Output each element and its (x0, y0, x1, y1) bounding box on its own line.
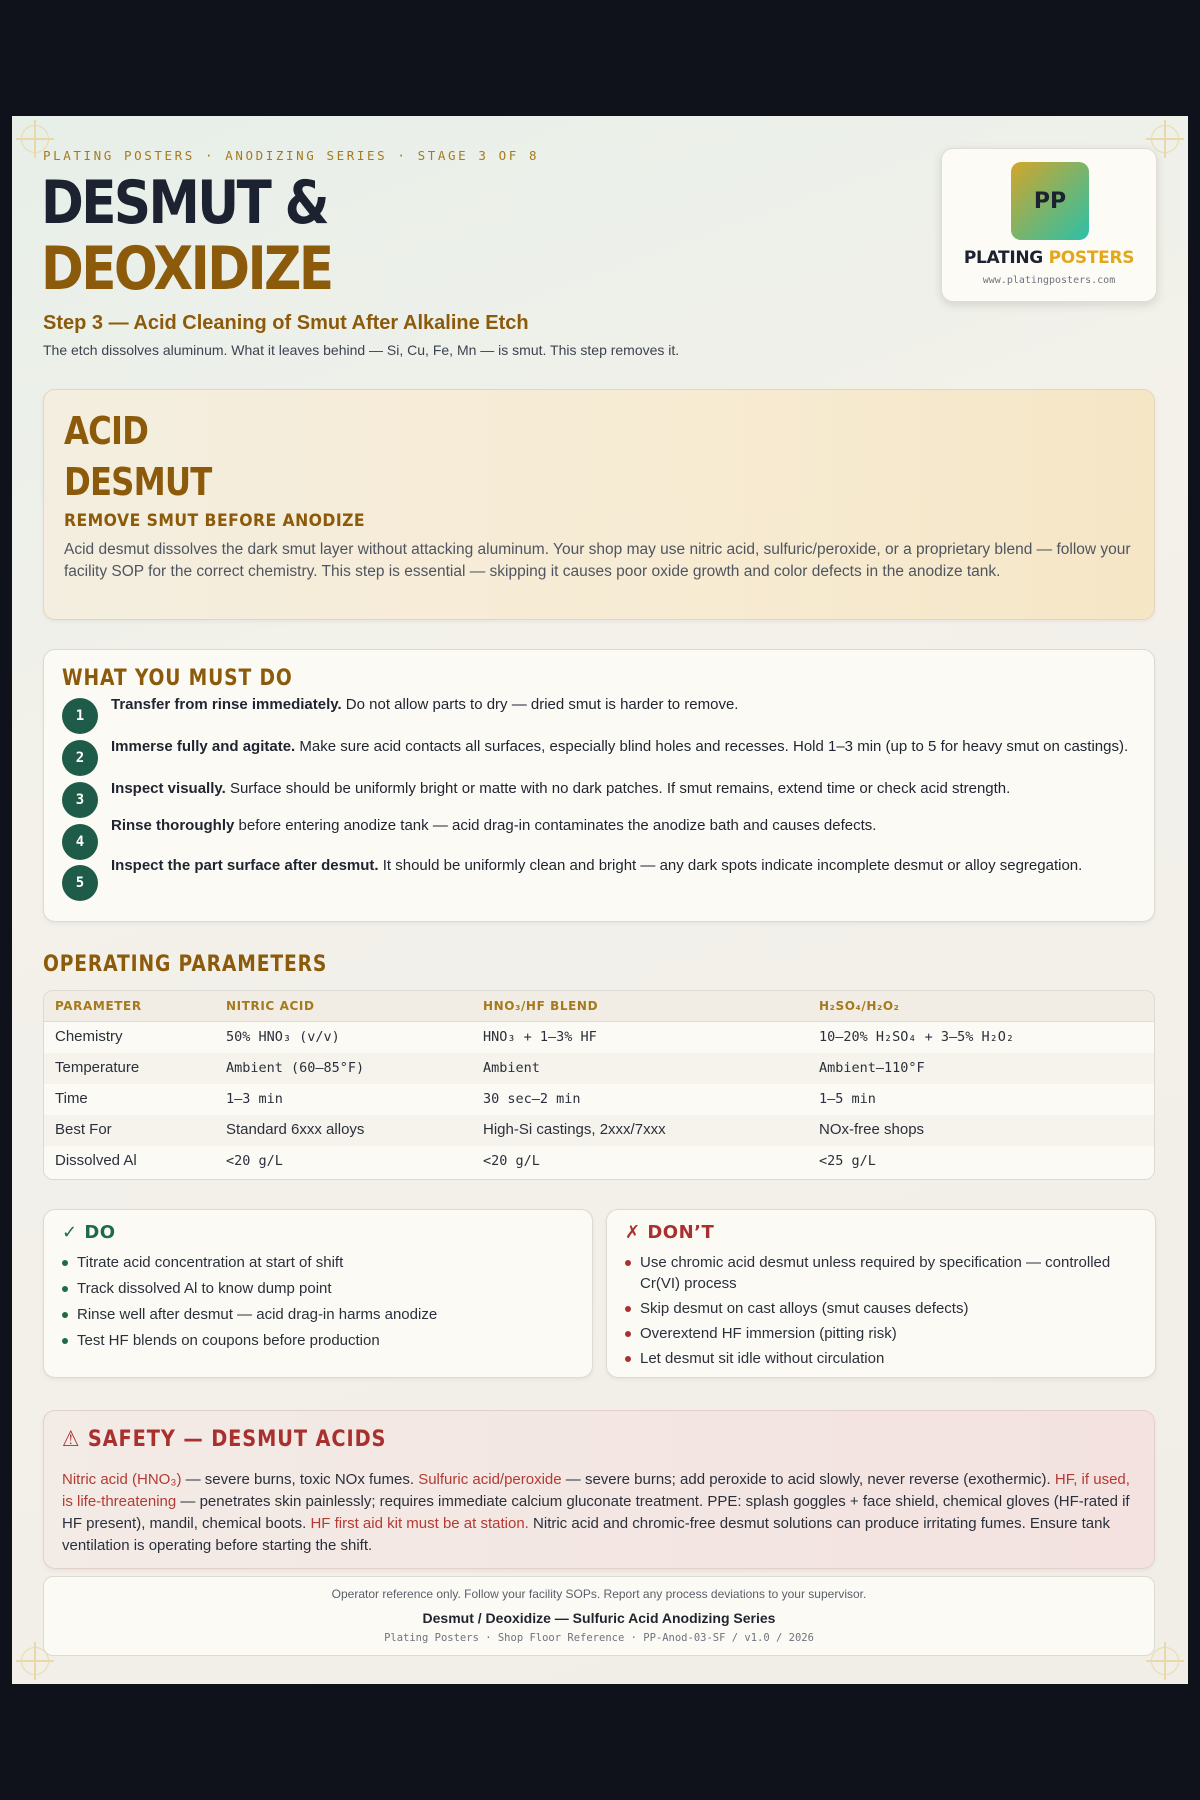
step-body: before entering anodize tank — acid drag-in contaminates the anodize bath and causes defects. (234, 817, 877, 834)
step-number: 4 (62, 824, 98, 860)
step-number: 5 (62, 865, 98, 901)
table-row (44, 1084, 1154, 1115)
dont-card (606, 1209, 1156, 1378)
table-cell: 1–3 min (226, 1091, 283, 1107)
do-heading: ✓ DO (62, 1222, 116, 1243)
step-bold: Transfer from rinse immediately. (111, 696, 342, 713)
step-number: 3 (62, 782, 98, 818)
list-item: Titrate acid concentration at start of shift (62, 1252, 572, 1273)
table-cell: HNO₃ + 1–3% HF (483, 1029, 597, 1045)
step-body: Do not allow parts to dry — dried smut is harder to remove. (341, 696, 739, 713)
safety-warning: HF, if used, is life-threatening (62, 1471, 1130, 1510)
table-cell: Ambient (60–85°F) (226, 1060, 365, 1076)
intro-text: The etch dissolves aluminum. What it leaves behind — Si, Cu, Fe, Mn — is smut. This step removes it. (43, 342, 680, 358)
table-row (44, 1053, 1154, 1084)
footer-reference: Plating Posters · Shop Floor Reference · PP-Anod-03-SF / v1.0 / 2026 (384, 1632, 814, 1644)
safety-body: — severe burns; add peroxide to acid slowly, never reverse (exothermic). (561, 1471, 1055, 1488)
step-number: 2 (62, 740, 98, 776)
acid-desmut-panel (43, 389, 1155, 620)
table-cell: <20 g/L (226, 1153, 283, 1169)
table-row (44, 1115, 1154, 1146)
footer-disclaimer: Operator reference only. Follow your facility SOPs. Report any process deviations to your supervisor. (331, 1587, 867, 1601)
safety-warning: HF first aid kit must be at station. (310, 1515, 529, 1532)
table-cell: 1–5 min (819, 1091, 876, 1107)
parameters-table (43, 990, 1155, 1180)
do-list (62, 1252, 572, 1356)
safety-heading: ⚠ SAFETY — DESMUT ACIDS (62, 1427, 387, 1452)
table-cell: 50% HNO₃ (v/v) (226, 1029, 340, 1045)
step-body: Surface should be uniformly bright or matte with no dark patches. If smut remains, extend time or check acid strength. (225, 780, 1011, 797)
table-cell: Dissolved Al (55, 1152, 137, 1169)
logo-badge: PP (1011, 162, 1089, 240)
table-cell: Ambient (483, 1060, 540, 1076)
list-item: Overextend HF immersion (pitting risk) (625, 1323, 1135, 1344)
title-line-2: DEOXIDIZE (41, 234, 332, 304)
do-card (43, 1209, 593, 1378)
safety-warning: Sulfuric acid/peroxide (418, 1471, 562, 1488)
table-cell: Standard 6xxx alloys (226, 1121, 365, 1138)
safety-body: Nitric acid and chromic-free desmut solutions can produce irritating fumes. Ensure tank ventilation is operating before starting the shift. (62, 1515, 1110, 1554)
parameters-heading: OPERATING PARAMETERS (43, 952, 328, 977)
must-do-heading: WHAT YOU MUST DO (62, 666, 293, 691)
acid-panel-title (64, 406, 211, 508)
footer (43, 1576, 1155, 1656)
brand-name-b: POSTERS (1048, 248, 1135, 268)
step-bold: Inspect the part surface after desmut. (111, 857, 379, 874)
list-item: Skip desmut on cast alloys (smut causes defects) (625, 1298, 1135, 1319)
step-text (111, 737, 1141, 756)
poster (12, 116, 1188, 1684)
table-cell: Temperature (55, 1059, 140, 1076)
crosshair-icon (1151, 125, 1179, 153)
table-cell: Ambient–110°F (819, 1060, 925, 1076)
page-subtitle: Step 3 — Acid Cleaning of Smut After Alkaline Etch (43, 312, 529, 334)
dont-list (625, 1252, 1135, 1373)
step-bold: Rinse thoroughly (111, 817, 235, 834)
brand-name (942, 248, 1156, 268)
step-text (111, 695, 1141, 714)
table-cell: Time (55, 1090, 88, 1107)
crosshair-icon (1151, 1647, 1179, 1675)
column-header: NITRIC ACID (226, 999, 315, 1013)
list-item: Let desmut sit idle without circulation (625, 1348, 1135, 1369)
must-do-card (43, 649, 1155, 922)
table-row (44, 1022, 1154, 1053)
step-body: It should be uniformly clean and bright — any dark spots indicate incomplete desmut or alloy segregation. (378, 857, 1083, 874)
brand-url: www.platingposters.com (982, 275, 1116, 286)
table-cell: High-Si castings, 2xxx/7xxx (483, 1121, 666, 1138)
acid-title-line-1: ACID (64, 409, 149, 453)
list-item: Use chromic acid desmut unless required by specification — controlled Cr(VI) process (625, 1252, 1135, 1294)
step-bold: Immerse fully and agitate. (111, 738, 296, 755)
safety-panel (43, 1410, 1155, 1569)
acid-title-line-2: DESMUT (64, 460, 212, 504)
list-item: Track dissolved Al to know dump point (62, 1278, 572, 1299)
list-item: Test HF blends on coupons before production (62, 1330, 572, 1351)
safety-warning: Nitric acid (HNO₃) (62, 1471, 182, 1488)
step-bold: Inspect visually. (111, 780, 226, 797)
table-header-row (44, 991, 1154, 1022)
step-text (111, 856, 1141, 875)
table-cell: 30 sec–2 min (483, 1091, 581, 1107)
table-cell: 10–20% H₂SO₄ + 3–5% H₂O₂ (819, 1029, 1015, 1045)
page-title (41, 170, 332, 302)
safety-body: — severe burns, toxic NOx fumes. (181, 1471, 419, 1488)
acid-panel-subtitle: REMOVE SMUT BEFORE ANODIZE (64, 511, 366, 531)
list-item: Rinse well after desmut — acid drag-in harms anodize (62, 1304, 572, 1325)
table-cell: NOx-free shops (819, 1121, 925, 1138)
safety-body: — penetrates skin painlessly; requires immediate calcium gluconate treatment. PPE: splash goggles + face shield, chemical gloves (HF-rated if HF present), mandil, chemical boots. (62, 1493, 1130, 1532)
table-cell: <20 g/L (483, 1153, 540, 1169)
table-cell: <25 g/L (819, 1153, 876, 1169)
column-header: HNO₃/HF BLEND (483, 999, 599, 1013)
acid-panel-text: Acid desmut dissolves the dark smut layer without attacking aluminum. Your shop may use nitric acid, sulfuric/peroxide, or a proprietary blend — follow your facility SOP for the correct chemistry. This step is essential — skipping it causes poor oxide growth and color defects in the anodize tank. (64, 541, 1131, 580)
safety-text (62, 1469, 1142, 1557)
title-line-1: DESMUT & (41, 168, 328, 238)
series-eyebrow: PLATING POSTERS · ANODIZING SERIES · STAGE 3 OF 8 (43, 148, 540, 163)
step-body: Make sure acid contacts all surfaces, especially blind holes and recesses. Hold 1–3 min (up to 5 for heavy smut on castings). (295, 738, 1129, 755)
dont-heading: ✗ DON’T (625, 1222, 715, 1243)
step-text (111, 779, 1141, 798)
footer-title: Desmut / Deoxidize — Sulfuric Acid Anodizing Series (422, 1610, 776, 1626)
column-header: H₂SO₄/H₂O₂ (819, 999, 900, 1013)
table-row (44, 1146, 1154, 1177)
brand-name-a: PLATING (963, 248, 1043, 268)
step-text (111, 816, 1141, 835)
table-cell: Chemistry (55, 1028, 123, 1045)
brand-logo-card (941, 148, 1157, 302)
column-header: PARAMETER (55, 999, 142, 1013)
table-cell: Best For (55, 1121, 112, 1138)
step-number: 1 (62, 698, 98, 734)
